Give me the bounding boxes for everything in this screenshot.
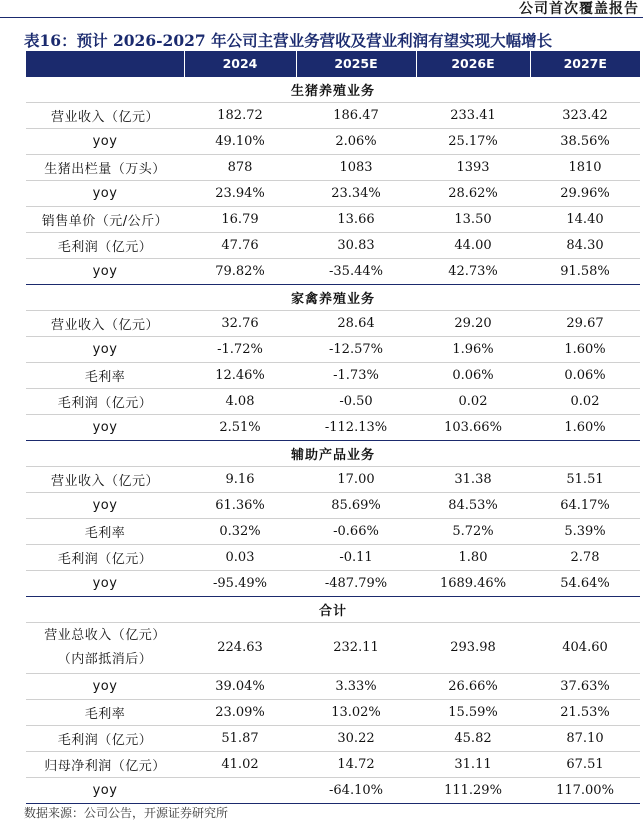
cell-value: 0.02 [530,389,640,415]
row-label: yoy [26,129,184,155]
section-header-row [26,285,640,311]
table-row [26,389,640,415]
cell-value: 31.38 [416,467,530,493]
cell-value: 323.42 [530,103,640,129]
cell-value: 54.64% [530,571,640,597]
cell-value: 30.22 [296,726,416,752]
table-row [26,467,640,493]
cell-value: 0.32% [184,519,296,545]
row-label: yoy [26,778,184,804]
cell-value: 84.53% [416,493,530,519]
cell-value: 5.72% [416,519,530,545]
cell-value: 32.76 [184,311,296,337]
table-row [26,752,640,778]
section-title: 合计 [26,597,640,623]
cell-value: 1.96% [416,337,530,363]
column-header: 2024 [184,51,296,77]
cell-value: 25.17% [416,129,530,155]
cell-value: 41.02 [184,752,296,778]
cell-value: 111.29% [416,778,530,804]
table-row [26,311,640,337]
cell-value: 23.94% [184,181,296,207]
cell-value: 84.30 [530,233,640,259]
table-row [26,571,640,597]
row-label: yoy [26,415,184,441]
cell-value: 0.02 [416,389,530,415]
table-row [26,103,640,129]
cell-value: 1689.46% [416,571,530,597]
row-label: 毛利润（亿元） [26,389,184,415]
table-row [26,726,640,752]
row-label: yoy [26,571,184,597]
cell-value: 186.47 [296,103,416,129]
cell-value: 182.72 [184,103,296,129]
cell-value: 28.64 [296,311,416,337]
section-title: 生猪养殖业务 [26,77,640,103]
cell-value: 64.17% [530,493,640,519]
cell-value: -1.72% [184,337,296,363]
cell-value: 4.08 [184,389,296,415]
row-label-line: 营业总收入（亿元） [44,628,166,643]
table-row [26,545,640,571]
table-row [26,623,640,674]
table-row [26,778,640,804]
row-label: 营业收入（亿元） [26,103,184,129]
cell-value: 2.78 [530,545,640,571]
cell-value: 404.60 [530,623,640,674]
row-label: 归母净利润（亿元） [26,752,184,778]
row-label: 毛利润（亿元） [26,726,184,752]
table-header-row [26,51,640,77]
row-label: 毛利率 [26,519,184,545]
cell-value: 26.66% [416,674,530,700]
cell-value: 67.51 [530,752,640,778]
table-row [26,337,640,363]
section-header-row [26,597,640,623]
cell-value: 29.67 [530,311,640,337]
row-label: 毛利润（亿元） [26,233,184,259]
cell-value: 30.83 [296,233,416,259]
cell-value: 85.69% [296,493,416,519]
cell-value: 117.00% [530,778,640,804]
cell-value: 28.62% [416,181,530,207]
cell-value: -112.13% [296,415,416,441]
cell-value: 61.36% [184,493,296,519]
cell-value: 21.53% [530,700,640,726]
cell-value: 1.60% [530,415,640,441]
section-header-row [26,441,640,467]
cell-value: 45.82 [416,726,530,752]
table-row [26,233,640,259]
row-label: 毛利率 [26,700,184,726]
cell-value: 1083 [296,155,416,181]
report-header [0,0,643,18]
cell-value: 5.39% [530,519,640,545]
data-source-note: 数据来源：公司公告，开源证券研究所 [24,806,229,820]
table-title: 表16：预计 2026-2027 年公司主营业务营收及营业利润有望实现大幅增长 [24,31,553,50]
cell-value [184,778,296,804]
cell-value: -487.79% [296,571,416,597]
cell-value: 14.40 [530,207,640,233]
row-label: yoy [26,259,184,285]
row-label: yoy [26,181,184,207]
cell-value: 15.59% [416,700,530,726]
cell-value: -0.50 [296,389,416,415]
column-header: 2025E [296,51,416,77]
row-label: yoy [26,674,184,700]
cell-value: 37.63% [530,674,640,700]
table-row [26,155,640,181]
cell-value: 3.33% [296,674,416,700]
table-body [26,77,640,804]
cell-value: 1.80 [416,545,530,571]
cell-value: 16.79 [184,207,296,233]
row-label: 生猪出栏量（万头） [26,155,184,181]
cell-value: 87.10 [530,726,640,752]
cell-value: -35.44% [296,259,416,285]
table-row [26,181,640,207]
cell-value: -64.10% [296,778,416,804]
cell-value: 79.82% [184,259,296,285]
row-label: 销售单价（元/公斤） [26,207,184,233]
cell-value: 17.00 [296,467,416,493]
table-row [26,207,640,233]
section-title: 辅助产品业务 [26,441,640,467]
column-header [26,51,184,77]
cell-value: 2.06% [296,129,416,155]
report-type-label: 公司首次覆盖报告 [519,1,639,17]
table-row [26,363,640,389]
row-label: yoy [26,493,184,519]
cell-value: 51.87 [184,726,296,752]
table-row [26,674,640,700]
cell-value: -0.11 [296,545,416,571]
table-row [26,519,640,545]
cell-value: 31.11 [416,752,530,778]
cell-value: 13.02% [296,700,416,726]
cell-value: 293.98 [416,623,530,674]
cell-value: 224.63 [184,623,296,674]
row-label [26,623,184,674]
cell-value: 13.66 [296,207,416,233]
row-label-line: （内部抵消后） [57,652,153,667]
cell-value: 2.51% [184,415,296,441]
cell-value: 232.11 [296,623,416,674]
forecast-table [26,51,640,804]
table-row [26,415,640,441]
cell-value: 0.06% [416,363,530,389]
column-header: 2026E [416,51,530,77]
row-label: 毛利率 [26,363,184,389]
row-label: 毛利润（亿元） [26,545,184,571]
row-label: 营业收入（亿元） [26,311,184,337]
table-row [26,259,640,285]
cell-value: 38.56% [530,129,640,155]
cell-value: 12.46% [184,363,296,389]
cell-value: 0.03 [184,545,296,571]
table-row [26,700,640,726]
cell-value: 29.96% [530,181,640,207]
cell-value: 1810 [530,155,640,181]
row-label: yoy [26,337,184,363]
cell-value: 14.72 [296,752,416,778]
cell-value: 9.16 [184,467,296,493]
cell-value: -0.66% [296,519,416,545]
cell-value: 1.60% [530,337,640,363]
cell-value: -12.57% [296,337,416,363]
cell-value: 103.66% [416,415,530,441]
cell-value: -1.73% [296,363,416,389]
cell-value: 47.76 [184,233,296,259]
cell-value: 44.00 [416,233,530,259]
table-row [26,493,640,519]
cell-value: 42.73% [416,259,530,285]
table-row [26,129,640,155]
cell-value: 0.06% [530,363,640,389]
section-title: 家禽养殖业务 [26,285,640,311]
section-header-row [26,77,640,103]
row-label: 营业收入（亿元） [26,467,184,493]
cell-value: 29.20 [416,311,530,337]
cell-value: 1393 [416,155,530,181]
cell-value: 39.04% [184,674,296,700]
cell-value: 233.41 [416,103,530,129]
cell-value: 878 [184,155,296,181]
cell-value: -95.49% [184,571,296,597]
cell-value: 49.10% [184,129,296,155]
cell-value: 13.50 [416,207,530,233]
cell-value: 23.09% [184,700,296,726]
cell-value: 23.34% [296,181,416,207]
cell-value: 91.58% [530,259,640,285]
column-header: 2027E [530,51,640,77]
cell-value: 51.51 [530,467,640,493]
